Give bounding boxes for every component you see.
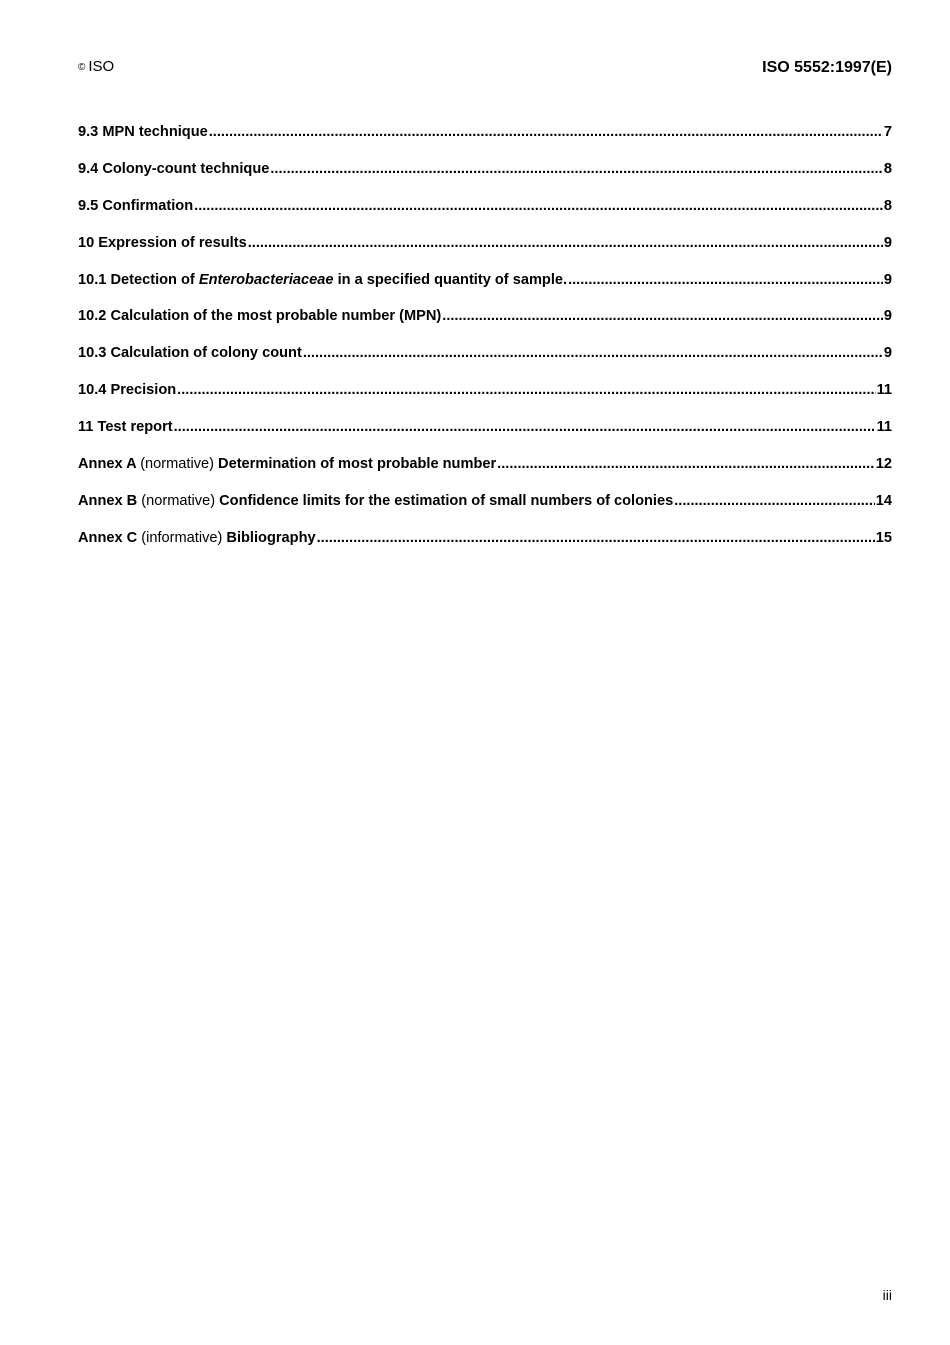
toc-entry-title[interactable]: 9.5 Confirmation bbox=[78, 197, 194, 214]
toc-entry-title[interactable]: 11 Test report bbox=[78, 419, 173, 436]
toc-entry-page[interactable]: 8 bbox=[883, 160, 892, 177]
header-copyright bbox=[78, 58, 114, 75]
annex-type: (informative) bbox=[141, 529, 223, 546]
toc-entry[interactable] bbox=[78, 455, 892, 492]
toc-leader bbox=[174, 418, 876, 436]
toc-entry-title[interactable] bbox=[78, 455, 496, 473]
toc-leader bbox=[194, 197, 883, 215]
toc-entry-title[interactable]: 10.4 Precision bbox=[78, 382, 177, 399]
toc-entry-page[interactable]: 14 bbox=[875, 492, 892, 509]
annex-type: (normative) bbox=[140, 456, 214, 473]
toc-leader bbox=[674, 492, 875, 510]
toc-entry-title[interactable]: 9.4 Colony-count technique bbox=[78, 160, 270, 177]
toc-entry-title[interactable]: 9.3 MPN technique bbox=[78, 124, 208, 140]
copyright-symbol: © bbox=[78, 62, 86, 73]
toc-entry-page[interactable]: 11 bbox=[876, 382, 892, 399]
toc-entry[interactable] bbox=[78, 344, 892, 381]
toc-entry-page[interactable]: 9 bbox=[883, 308, 892, 325]
toc-entry-title[interactable]: 10.3 Calculation of colony count bbox=[78, 345, 302, 362]
toc-entry-page[interactable]: 9 bbox=[883, 345, 892, 362]
toc-leader bbox=[209, 123, 883, 141]
toc-entry-page[interactable]: 7 bbox=[883, 124, 892, 140]
toc-leader bbox=[270, 160, 883, 178]
toc-entry-title[interactable] bbox=[78, 529, 316, 547]
toc-leader bbox=[303, 344, 883, 362]
toc-entry-page[interactable]: 9 bbox=[883, 271, 892, 288]
annex-type: (normative) bbox=[141, 492, 216, 509]
annex-title: Determination of most probable number bbox=[218, 456, 497, 473]
toc-entry-title[interactable]: 10.2 Calculation of the most probable number (MPN) bbox=[78, 308, 442, 325]
annex-title: Bibliography bbox=[226, 529, 316, 546]
toc-leader bbox=[248, 234, 883, 252]
annex-title: Confidence limits for the estimation of small numbers of colonies bbox=[219, 492, 674, 509]
toc-entry-title[interactable] bbox=[78, 271, 567, 289]
toc-entry[interactable] bbox=[78, 234, 892, 271]
toc-entry-page[interactable]: 8 bbox=[883, 197, 892, 214]
toc-entry[interactable] bbox=[78, 492, 892, 529]
toc-leader bbox=[177, 381, 875, 399]
header-org: ISO bbox=[88, 58, 115, 75]
annex-label: Annex B bbox=[78, 492, 138, 509]
toc-entry-page[interactable]: 11 bbox=[876, 419, 892, 436]
toc-leader bbox=[317, 529, 875, 547]
toc-entry[interactable] bbox=[78, 529, 892, 566]
page-number: iii bbox=[882, 1287, 892, 1303]
toc-entry[interactable] bbox=[78, 197, 892, 234]
toc-leader bbox=[568, 271, 883, 289]
toc-entry[interactable] bbox=[78, 418, 892, 455]
toc-leader bbox=[442, 307, 883, 325]
toc-entry[interactable] bbox=[78, 123, 892, 160]
toc-entry-page[interactable]: 12 bbox=[875, 456, 892, 473]
toc-entry-title[interactable]: 10 Expression of results bbox=[78, 234, 247, 251]
toc-title-part: 10.1 Detection of bbox=[78, 271, 199, 288]
toc-entry[interactable] bbox=[78, 271, 892, 308]
table-of-contents bbox=[78, 123, 892, 566]
toc-entry[interactable] bbox=[78, 160, 892, 197]
toc-entry[interactable] bbox=[78, 307, 892, 344]
document-id: ISO 5552:1997(E) bbox=[762, 59, 892, 76]
toc-leader bbox=[497, 455, 875, 473]
annex-label: Annex C bbox=[78, 529, 138, 546]
toc-entry-page[interactable]: 15 bbox=[875, 529, 892, 546]
annex-label: Annex A bbox=[78, 456, 137, 473]
toc-entry[interactable] bbox=[78, 381, 892, 418]
toc-title-italic: Enterobacteriaceae bbox=[198, 271, 334, 288]
toc-title-part: in a specified quantity of sample. bbox=[333, 271, 568, 288]
toc-entry-page[interactable]: 9 bbox=[883, 234, 892, 251]
toc-entry-title[interactable] bbox=[78, 492, 673, 510]
